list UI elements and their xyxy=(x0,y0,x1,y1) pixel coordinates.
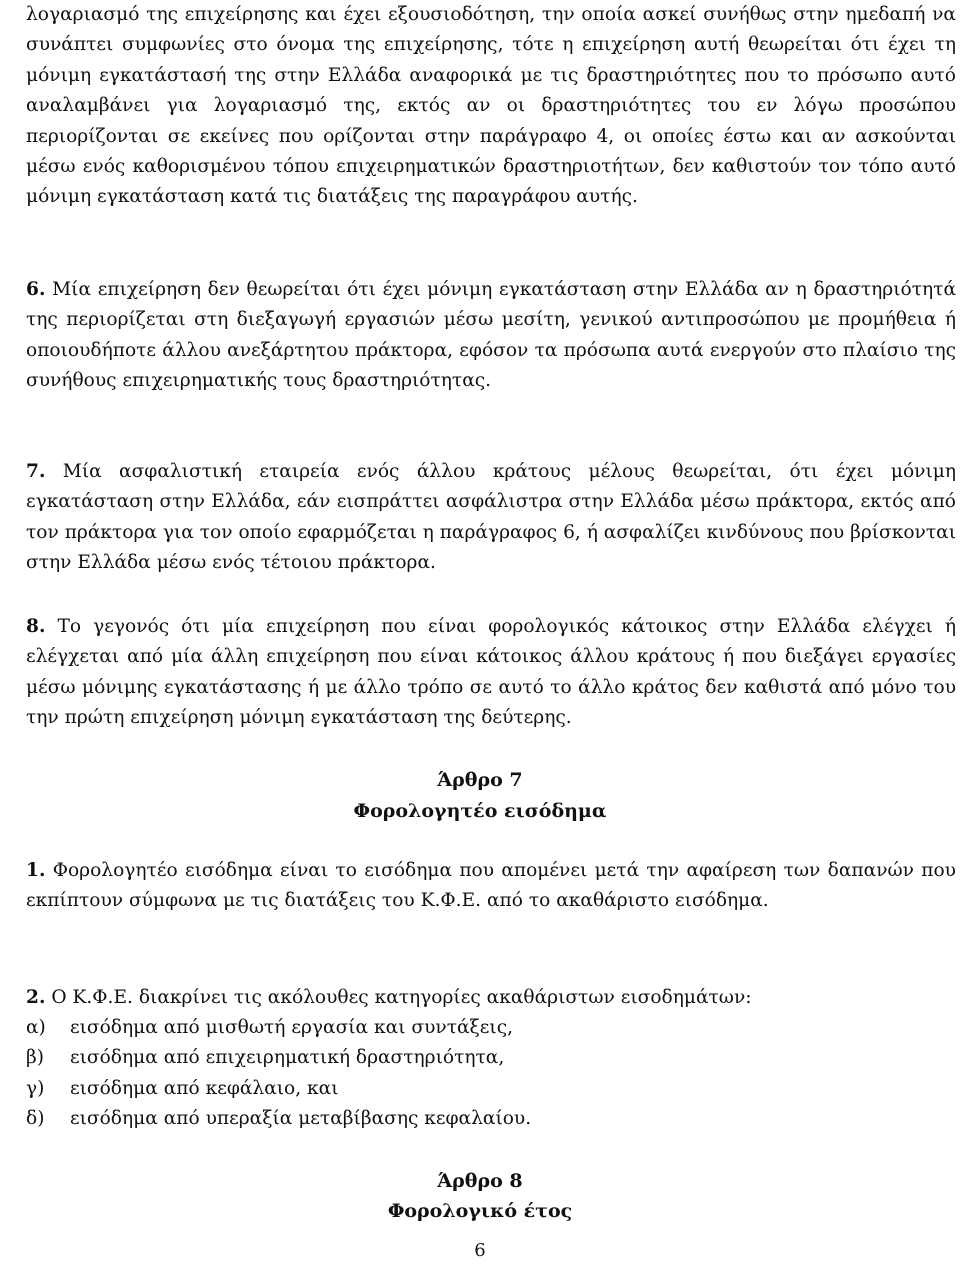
list-marker: β) xyxy=(26,1047,45,1069)
list-item xyxy=(26,1043,926,1073)
paragraph-6 xyxy=(26,275,956,397)
paragraph-number: 7. xyxy=(26,461,46,482)
article-7-paragraph-1 xyxy=(26,856,956,917)
paragraph-number: 2. xyxy=(26,987,46,1008)
paragraph-7 xyxy=(26,457,956,579)
paragraph-number: 8. xyxy=(26,616,46,637)
income-categories-list xyxy=(26,1013,926,1135)
article-7-title: Φορολογητέο εισόδημα xyxy=(353,800,607,822)
list-item xyxy=(26,1104,926,1134)
paragraph-number: 1. xyxy=(26,860,46,881)
list-item xyxy=(26,1013,926,1043)
list-item-text: εισόδημα από κεφάλαιο, και xyxy=(70,1077,339,1099)
article-7-paragraph-2 xyxy=(26,983,956,1013)
list-item-text: εισόδημα από επιχειρηματική δραστηριότητα, xyxy=(70,1047,505,1069)
paragraph-text: Φορολογητέο εισόδημα είναι το εισόδημα που απομένει μετά την αφαίρεση των δαπανών που εκπίπτουν σύμφωνα με τις διατάξεις του Κ.Φ.Ε. από το ακαθάριστο εισόδημα. xyxy=(26,860,956,912)
paragraph-number: 6. xyxy=(26,279,46,300)
article-7-heading: Άρθρο 7 xyxy=(437,769,523,791)
paragraph-text: Μία επιχείρηση δεν θεωρείται ότι έχει μόνιμη εγκατάσταση στην Ελλάδα αν η δραστηριότητά της περιορίζεται στη διεξαγωγή εργασιών μέσω μεσίτη, γενικού αντιπροσώπου με προμήθεια ή οποιουδήποτε άλλου ανεξάρτητου πράκτορα, εφόσον τα πρόσωπα αυτά ενεργούν στο πλαίσιο της συνήθους επιχειρηματικής τους δραστηριότητας. xyxy=(26,279,956,392)
list-marker: γ) xyxy=(26,1077,45,1099)
paragraph-text: Το γεγονός ότι μία επιχείρηση που είναι φορολογικός κάτοικος στην Ελλάδα ελέγχει ή ελέγχεται από μία άλλη επιχείρηση που είναι κάτοικος άλλου κράτους ή που διεξάγει εργασίες μέσω μόνιμης εγκατάστασης ή με άλλο τρόπο σε αυτό το άλλο κράτος δεν καθιστά από μόνο του την πρώτη επιχείρηση μόνιμη εγκατάσταση της δεύτερης. xyxy=(26,616,956,729)
paragraph-text: Μία ασφαλιστική εταιρεία ενός άλλου κράτους μέλους θεωρείται, ότι έχει μόνιμη εγκατάσταση στην Ελλάδα, εάν εισπράττει ασφάλιστρα στην Ελλάδα μέσω πράκτορα, εκτός από τον πράκτορα για τον οποίο εφαρμόζεται η παράγραφος 6, ή ασφαλίζει κινδύνους που βρίσκονται στην Ελλάδα μέσω ενός τέτοιου πράκτορα. xyxy=(26,461,956,574)
page-number: 6 xyxy=(474,1240,486,1261)
article-8-heading: Άρθρο 8 xyxy=(437,1170,523,1192)
list-item xyxy=(26,1074,926,1104)
article-8-title: Φορολογικό έτος xyxy=(387,1200,573,1222)
continuation-paragraph: λογαριασμό της επιχείρησης και έχει εξουσιοδότηση, την οποία ασκεί συνήθως στην ημεδαπή να συνάπτει συμφωνίες στο όνομα της επιχείρησης, τότε η επιχείρηση αυτή θεωρείται ότι έχει τη μόνιμη εγκατάστασή της στην Ελλάδα αναφορικά με τις δραστηριότητες που το πρόσωπο αυτό αναλαμβάνει για λογαριασμό της, εκτός αν οι δραστηριότητες του εν λόγω προσώπου περιορίζονται σε εκείνες που ορίζονται στην παράγραφο 4, οι οποίες έστω και αν ασκούνται μέσω ενός καθορισμένου τόπου επιχειρηματικών δραστηριοτήτων, δεν καθιστούν τον τόπο αυτό μόνιμη εγκατάσταση κατά τις διατάξεις της παραγράφου αυτής. xyxy=(26,4,956,208)
list-marker: α) xyxy=(26,1017,46,1038)
list-marker: δ) xyxy=(26,1108,45,1130)
list-item-text: εισόδημα από μισθωτή εργασία και συντάξεις, xyxy=(70,1017,514,1038)
paragraph-8 xyxy=(26,612,956,734)
list-item-text: εισόδημα από υπεραξία μεταβίβασης κεφαλαίου. xyxy=(70,1108,532,1130)
paragraph-text: Ο Κ.Φ.Ε. διακρίνει τις ακόλουθες κατηγορίες ακαθάριστων εισοδημάτων: xyxy=(51,987,752,1008)
